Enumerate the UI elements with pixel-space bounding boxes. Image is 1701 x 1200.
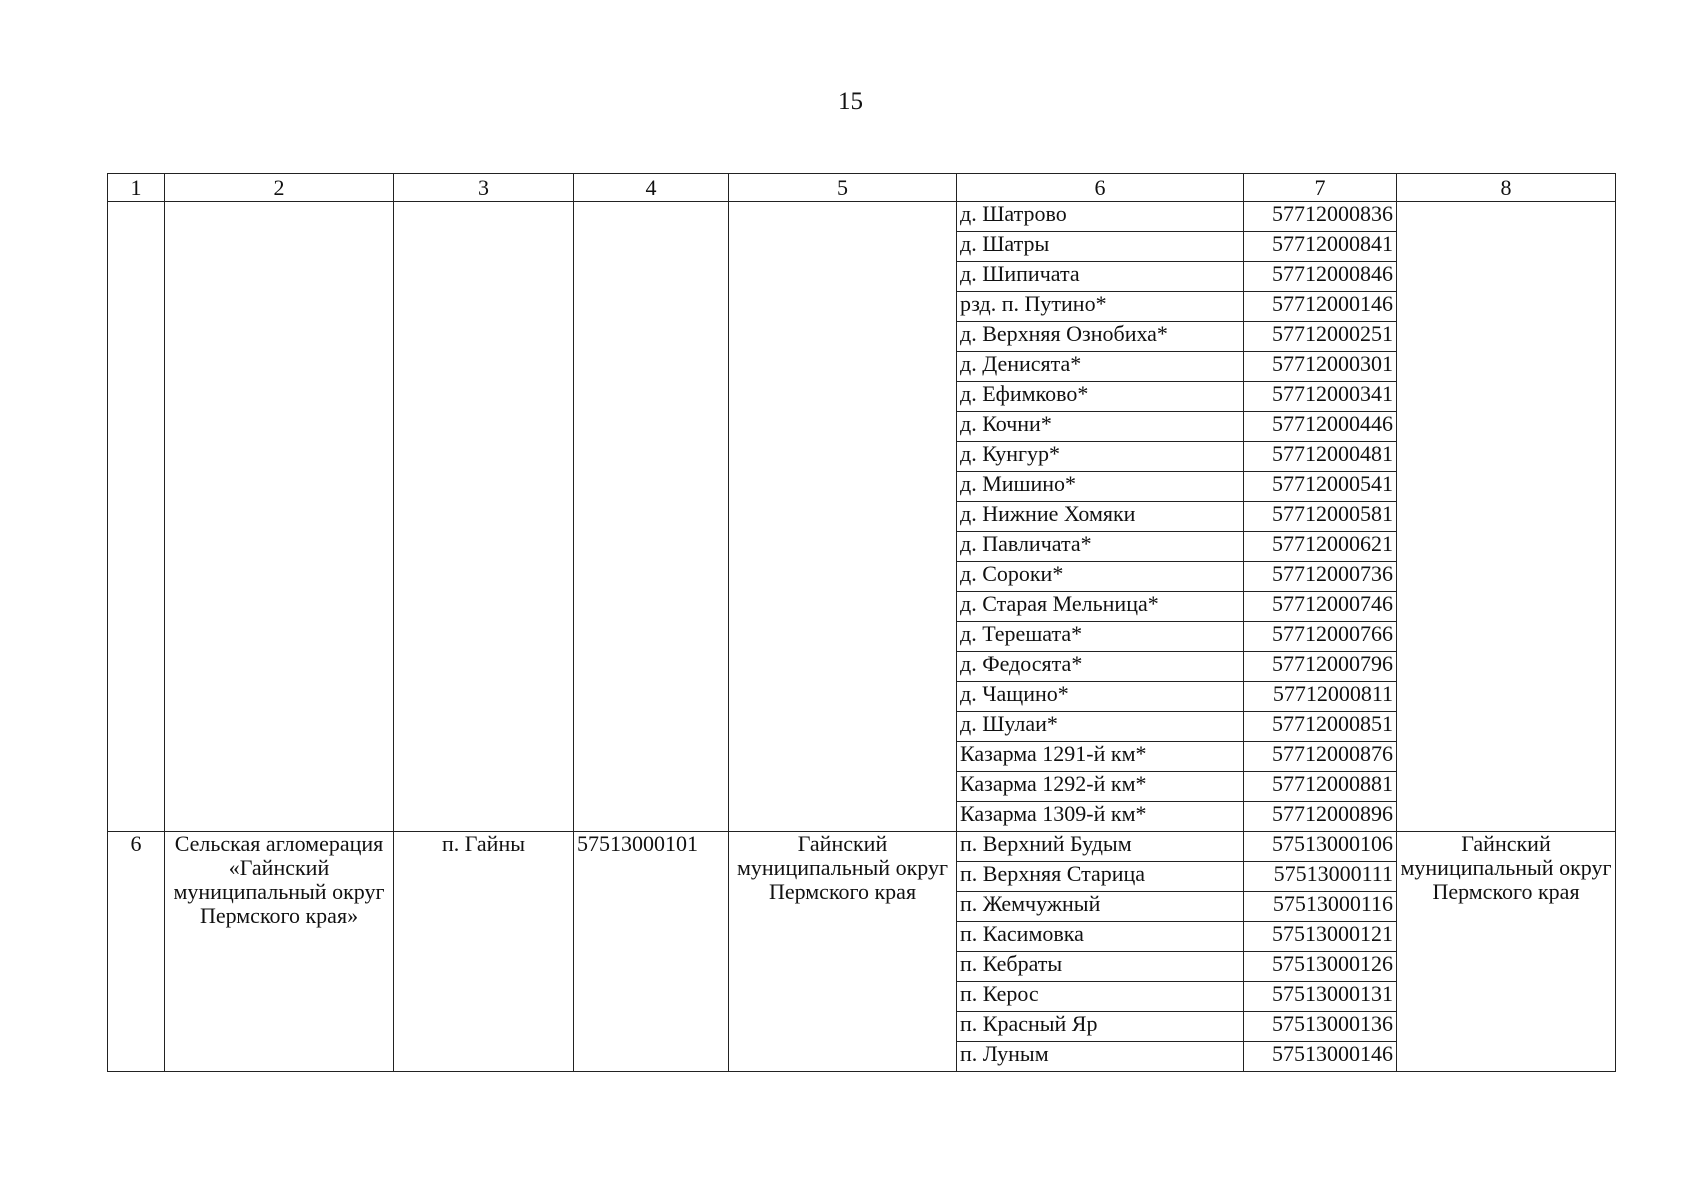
oktmo-code: 57712000876 bbox=[1244, 742, 1397, 772]
settlement-name: д. Сороки* bbox=[957, 562, 1244, 592]
settlement-name: д. Шипичата bbox=[957, 262, 1244, 292]
oktmo-code: 57712000341 bbox=[1244, 382, 1397, 412]
empty-merged-cell bbox=[394, 202, 574, 832]
oktmo-code: 57712000481 bbox=[1244, 442, 1397, 472]
oktmo-code: 57712000301 bbox=[1244, 352, 1397, 382]
header-cell: 2 bbox=[165, 174, 394, 202]
settlement-name: д. Шатрово bbox=[957, 202, 1244, 232]
oktmo-code: 57712000746 bbox=[1244, 592, 1397, 622]
oktmo-code: 57712000541 bbox=[1244, 472, 1397, 502]
settlement-name: п. Касимовка bbox=[957, 922, 1244, 952]
header-row bbox=[108, 174, 1616, 202]
settlement-name: д. Павличата* bbox=[957, 532, 1244, 562]
oktmo-code: 57513000131 bbox=[1244, 982, 1397, 1012]
owner-municipality: Гайнский муниципальный округ Пермского края bbox=[1397, 832, 1616, 1072]
settlement-name: Казарма 1292-й км* bbox=[957, 772, 1244, 802]
settlement-name: д. Старая Мельница* bbox=[957, 592, 1244, 622]
settlement-name: д. Мишино* bbox=[957, 472, 1244, 502]
settlement-name: д. Ефимково* bbox=[957, 382, 1244, 412]
empty-merged-cell bbox=[1397, 202, 1616, 832]
oktmo-code: 57712000841 bbox=[1244, 232, 1397, 262]
empty-merged-cell bbox=[574, 202, 729, 832]
settlement-name: д. Денисята* bbox=[957, 352, 1244, 382]
oktmo-code: 57513000146 bbox=[1244, 1042, 1397, 1072]
oktmo-code: 57513000106 bbox=[1244, 832, 1397, 862]
table-row bbox=[108, 832, 1616, 862]
settlement-name: Казарма 1309-й км* bbox=[957, 802, 1244, 832]
settlement-name: д. Нижние Хомяки bbox=[957, 502, 1244, 532]
header-cell: 8 bbox=[1397, 174, 1616, 202]
empty-merged-cell bbox=[729, 202, 957, 832]
settlement-name: п. Керос bbox=[957, 982, 1244, 1012]
settlement-name: п. Верхний Будым bbox=[957, 832, 1244, 862]
oktmo-code: 57712000851 bbox=[1244, 712, 1397, 742]
center-settlement: п. Гайны bbox=[394, 832, 574, 1072]
oktmo-code: 57712000811 bbox=[1244, 682, 1397, 712]
page-number: 15 bbox=[838, 88, 863, 115]
oktmo-code: 57712000146 bbox=[1244, 292, 1397, 322]
oktmo-code: 57712000846 bbox=[1244, 262, 1397, 292]
empty-merged-cell bbox=[108, 202, 165, 832]
oktmo-code: 57513000111 bbox=[1244, 862, 1397, 892]
oktmo-code: 57513000136 bbox=[1244, 1012, 1397, 1042]
header-cell: 3 bbox=[394, 174, 574, 202]
oktmo-code: 57513000126 bbox=[1244, 952, 1397, 982]
header-cell: 4 bbox=[574, 174, 729, 202]
oktmo-code: 57712000796 bbox=[1244, 652, 1397, 682]
header-cell: 1 bbox=[108, 174, 165, 202]
oktmo-code: 57712000766 bbox=[1244, 622, 1397, 652]
header-cell: 7 bbox=[1244, 174, 1397, 202]
settlement-name: д. Терешата* bbox=[957, 622, 1244, 652]
settlement-name: д. Верхняя Ознобиха* bbox=[957, 322, 1244, 352]
settlement-name: п. Красный Яр bbox=[957, 1012, 1244, 1042]
settlement-name: п. Кебраты bbox=[957, 952, 1244, 982]
settlement-name: д. Чащино* bbox=[957, 682, 1244, 712]
oktmo-code: 57712000446 bbox=[1244, 412, 1397, 442]
center-code: 57513000101 bbox=[574, 832, 729, 1072]
oktmo-code: 57712000251 bbox=[1244, 322, 1397, 352]
settlement-name: п. Луным bbox=[957, 1042, 1244, 1072]
oktmo-code: 57712000581 bbox=[1244, 502, 1397, 532]
oktmo-code: 57513000116 bbox=[1244, 892, 1397, 922]
settlement-name: Казарма 1291-й км* bbox=[957, 742, 1244, 772]
settlement-name: д. Шатры bbox=[957, 232, 1244, 262]
oktmo-code: 57712000881 bbox=[1244, 772, 1397, 802]
settlement-name: п. Верхняя Старица bbox=[957, 862, 1244, 892]
settlement-name: д. Кунгур* bbox=[957, 442, 1244, 472]
settlement-name: д. Федосята* bbox=[957, 652, 1244, 682]
oktmo-code: 57712000896 bbox=[1244, 802, 1397, 832]
settlements-table bbox=[107, 173, 1616, 1072]
municipality-name: Гайнский муниципальный округ Пермского края bbox=[729, 832, 957, 1072]
oktmo-code: 57712000836 bbox=[1244, 202, 1397, 232]
settlement-name: рзд. п. Путино* bbox=[957, 292, 1244, 322]
table-row bbox=[108, 202, 1616, 232]
settlement-name: д. Кочни* bbox=[957, 412, 1244, 442]
header-cell: 5 bbox=[729, 174, 957, 202]
empty-merged-cell bbox=[165, 202, 394, 832]
settlement-name: д. Шулаи* bbox=[957, 712, 1244, 742]
agglomeration-name: Сельская агломерация «Гайнский муниципальный округ Пермского края» bbox=[165, 832, 394, 1072]
entry-number: 6 bbox=[108, 832, 165, 1072]
header-cell: 6 bbox=[957, 174, 1244, 202]
settlement-name: п. Жемчужный bbox=[957, 892, 1244, 922]
oktmo-code: 57712000736 bbox=[1244, 562, 1397, 592]
oktmo-code: 57712000621 bbox=[1244, 532, 1397, 562]
oktmo-code: 57513000121 bbox=[1244, 922, 1397, 952]
